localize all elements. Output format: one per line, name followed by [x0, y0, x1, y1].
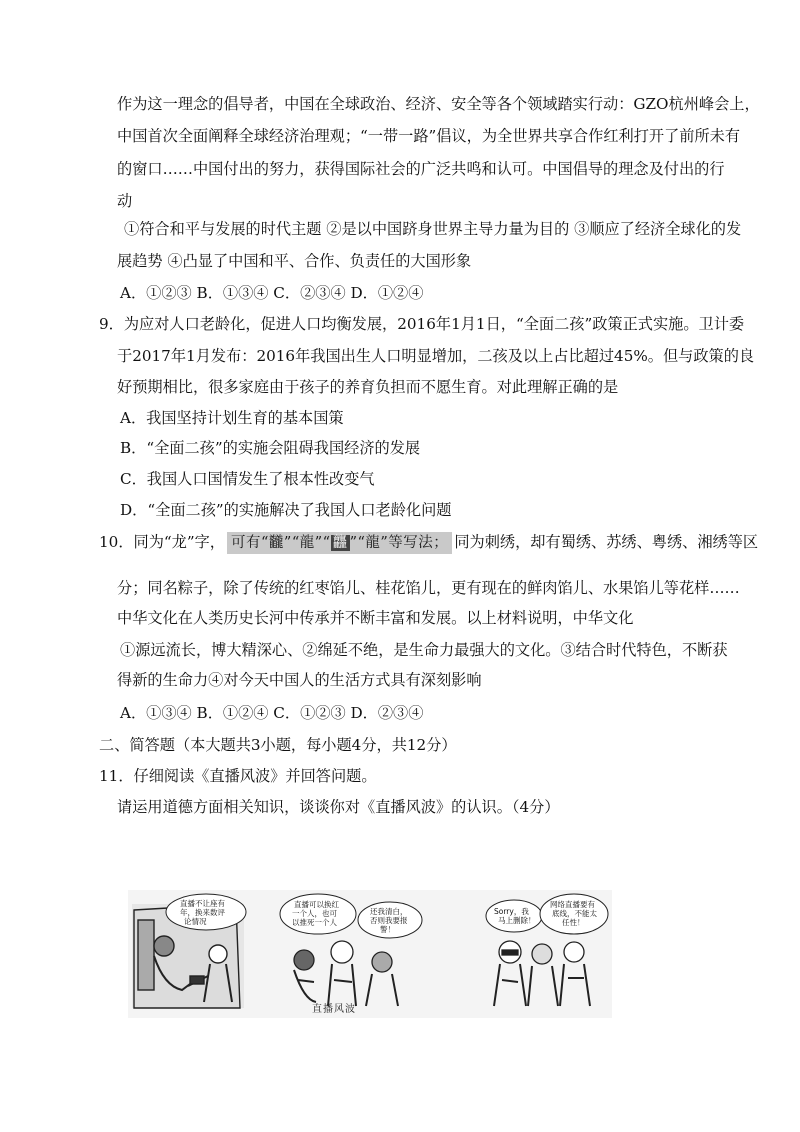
- bubble3-line-2: 否则我要报: [370, 916, 408, 925]
- q10-line-4: ①源远流长，博大精深心、②绵延不绝，是生命力最强大的文化。③结合时代特色，不断获: [120, 641, 728, 659]
- bubble5-line-2: 底线，不能太: [552, 909, 597, 918]
- speech-bubble-4: [486, 900, 542, 932]
- bubble1-line-2: 年，换来数评: [180, 908, 225, 917]
- q9-option-c: C．我国人口国情发生了根本性改变气: [120, 470, 375, 488]
- bubble4-line-1: Sorry，我: [494, 907, 529, 916]
- q9-option-b: B．“全面二孩”的实施会阻碍我国经济的发展: [120, 439, 421, 457]
- q10-options: A．①③④ B．①②④ C．①②③ D．②③④: [120, 704, 424, 722]
- bubble2-line-2: 一个人，也可: [292, 909, 337, 918]
- bubble4-line-2: 马上删除！: [498, 916, 536, 925]
- q8-stem-line-4: 动: [117, 192, 133, 210]
- dragon-characters-image: 可有“龖”“龍”“ 龘 ”“龍”等写法；: [227, 532, 452, 554]
- q8-items-line-2: 展趋势 ④凸显了中国和平、合作、负责任的大国形象: [117, 252, 472, 270]
- bubble3-line-3: 警！: [380, 925, 395, 934]
- q11-prompt: 请运用道德方面相关知识，谈谈你对《直播风波》的认识。（4分）: [117, 798, 560, 816]
- q9-stem-line-2: 于2017年1月发布：2016年我国出生人口明显增加，二孩及以上占比超过45%。但与政策的良: [117, 347, 755, 365]
- q8-stem-line-1: 作为这一理念的倡导者，中国在全球政治、经济、安全等各个领域踏实行动：GZO杭州峰会上，: [117, 95, 760, 113]
- q8-stem-line-3: 的窗口……中国付出的努力，获得国际社会的广泛共鸣和认可。中国倡导的理念及付出的行: [117, 160, 725, 178]
- q11-title: 11．仔细阅读《直播风波》并回答问题。: [99, 767, 377, 785]
- q9-stem-line-3: 好预期相比，很多家庭由于孩子的养育负担而不愿生育。对此理解正确的是: [117, 378, 619, 396]
- q8-options: A．①②③ B．①③④ C．②③④ D．①②④: [120, 284, 424, 302]
- bubble2-line-3: 以推死一个人: [292, 918, 337, 927]
- bubble2-line-1: 直播可以换红: [294, 900, 339, 909]
- bubble3-line-1: 还我清白，: [370, 907, 408, 916]
- q10-line-5: 得新的生命力④对今天中国人的生活方式具有深刻影响: [117, 671, 482, 689]
- bubble5-line-3: 任性！: [562, 918, 585, 927]
- bubble1-line-3: 论情况: [184, 917, 207, 926]
- bubble1-line-1: 直播不让座有: [180, 899, 225, 908]
- q9-option-a: A．我国坚持计划生育的基本国策: [120, 409, 344, 427]
- bubble5-line-1: 网络直播要有: [550, 900, 595, 909]
- q8-stem-line-2: 中国首次全面阐释全球经济治理观；“一带一路”倡议，为全世界共享合作红利打开了前所未有: [117, 127, 741, 145]
- q10-line-3: 中华文化在人类历史长河中传承并不断丰富和发展。以上材料说明，中华文化: [117, 609, 634, 627]
- speech-bubble-1: [166, 894, 246, 930]
- speech-bubble-2: [280, 894, 356, 934]
- q10-lead: 10．同为“龙”字，: [99, 533, 225, 551]
- q10-tail: 同为刺绣，却有蜀绣、苏绣、粤绣、湘绣等区: [454, 533, 759, 551]
- q9-stem-line-1: 9．为应对人口老龄化，促进人口均衡发展，2016年1月1日，“全面二孩”政策正式实施。卫计委: [99, 315, 745, 333]
- q10-line-2: 分；同名粽子，除了传统的红枣馅儿、桂花馅儿，更有现在的鲜肉馅儿、水果馅儿等花样……: [117, 579, 740, 597]
- live-stream-cartoon: [128, 890, 612, 1018]
- speech-bubble-5: [540, 894, 608, 934]
- q9-option-d: D．“全面二孩”的实施解决了我国人口老龄化问题: [120, 501, 452, 519]
- cartoon-caption: 直播风波: [312, 1004, 356, 1015]
- q8-items-line-1: ①符合和平与发展的时代主题 ②是以中国跻身世界主导力量为目的 ③顺应了经济全球化的发: [124, 220, 742, 238]
- q10-stem-line-1: [99, 532, 758, 554]
- section-2-heading: 二、简答题（本大题共3小题，每小题4分，共12分）: [99, 736, 457, 754]
- speech-bubble-3: [358, 902, 422, 938]
